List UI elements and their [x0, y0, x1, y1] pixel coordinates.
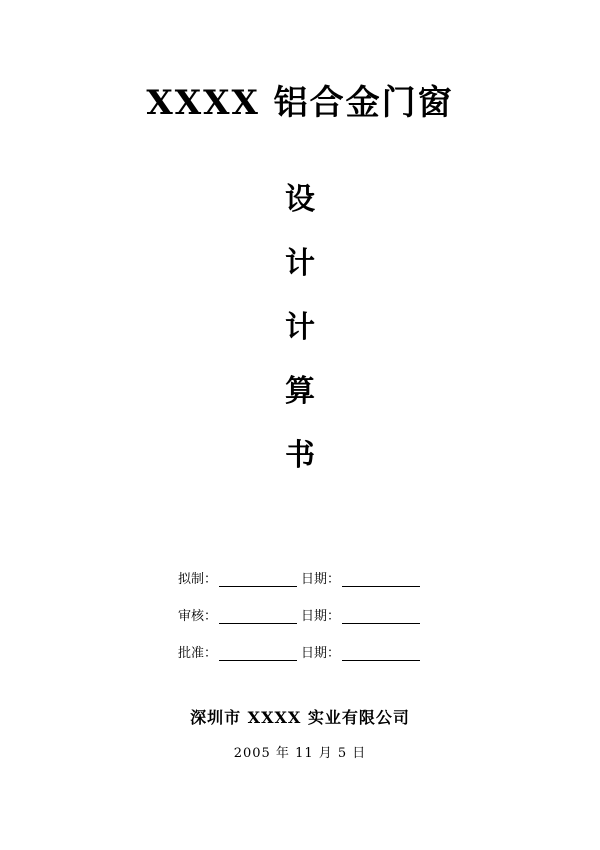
vertical-title-char: 计: [285, 310, 315, 345]
document-title: XXXX 铝合金门窗: [146, 83, 454, 123]
date-line[interactable]: [342, 647, 420, 661]
signature-label: 拟制：: [177, 572, 217, 587]
vertical-title-char: 书: [285, 438, 315, 473]
vertical-title-char: 计: [285, 246, 315, 281]
signature-line[interactable]: [219, 573, 297, 587]
signature-label: 批准：: [177, 646, 217, 661]
vertical-title-char: 算: [285, 374, 315, 409]
signature-line[interactable]: [219, 647, 297, 661]
date-line[interactable]: [342, 573, 420, 587]
company-name: 深圳市 XXXX 实业有限公司: [190, 708, 410, 727]
signature-block: [0, 568, 600, 679]
signature-label: 审核：: [177, 609, 217, 624]
signature-row-drafted: [178, 568, 422, 587]
date-line[interactable]: [342, 610, 420, 624]
vertical-title-char: 设: [285, 182, 315, 217]
signature-row-reviewed: [178, 605, 422, 624]
signature-line[interactable]: [219, 610, 297, 624]
date-label: 日期：: [301, 572, 341, 587]
document-date: 2005 年 11 月 5 日: [233, 746, 367, 761]
date-label: 日期：: [301, 646, 341, 661]
vertical-title: [0, 182, 600, 505]
date-label: 日期：: [301, 609, 341, 624]
signature-row-approved: [178, 642, 422, 661]
